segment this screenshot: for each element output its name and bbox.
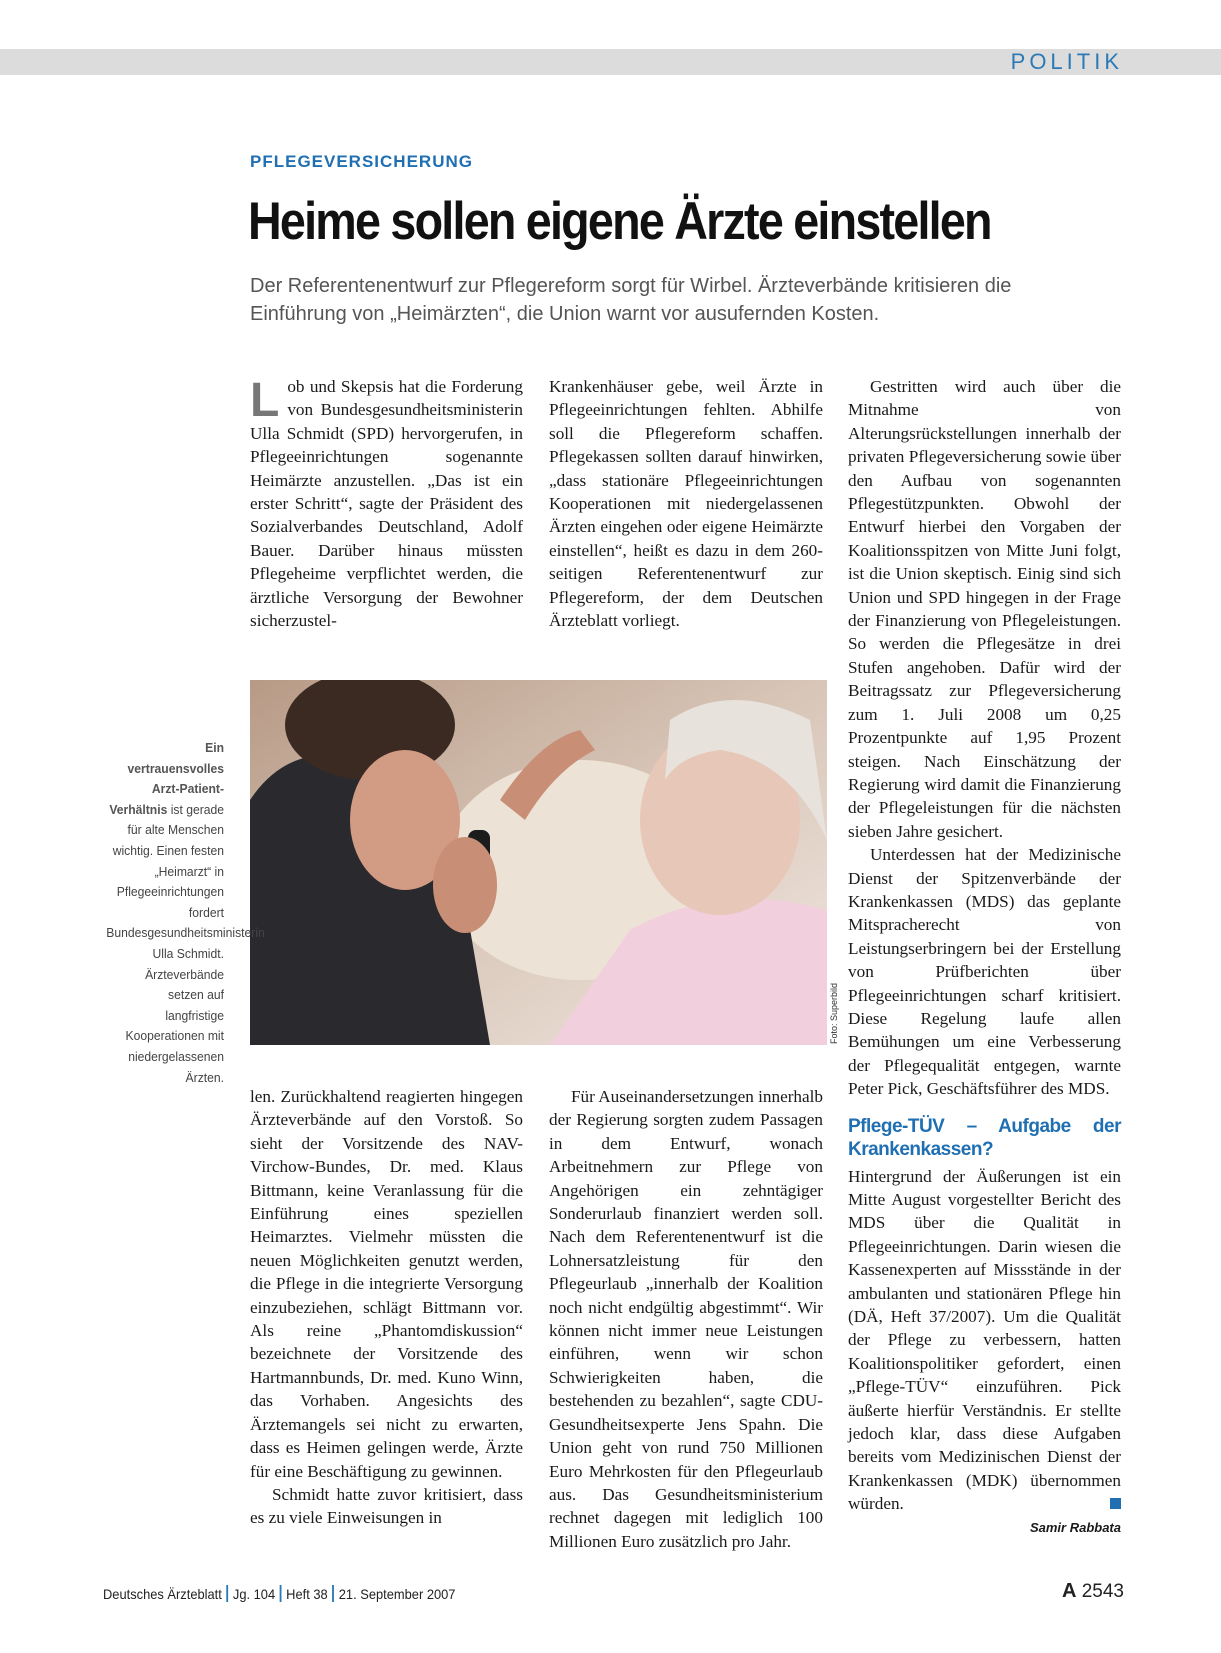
article-author: Samir Rabbata [1029, 1519, 1121, 1535]
column-2-top [549, 375, 823, 632]
column-2-bottom [549, 1085, 823, 1553]
paragraph [848, 1165, 1121, 1516]
paragraph: Gestritten wird auch über die Mitnahme von Alterungsrückstellungen innerhalb der privaten Pflegeversicherung sowie über den Aufbau von sogenannten Pflegestützpunkten. Obwohl der Entwurf hierbei den Vorgaben der Koalitionsspitzen von Mitte Juni folgt, ist die Union skeptisch. Einig sind sich Union und SPD hingegen in der Frage der Finanzierung von Pflegeleistungen. So werden die Pflegesätze in drei Stufen angehoben. Dafür wird der Beitragssatz zur Pflegeversicherung zum 1. Juli 2008 um 0,25 Prozentpunkte auf 1,95 Prozent steigen. Nach Einschätzung der Regierung wird damit die Finanzierung der Pflegeleistungen für die nächsten sieben Jahre gesichert. [848, 377, 1121, 841]
footer-journal: Deutsches Ärzteblatt [103, 1586, 222, 1602]
paragraph-text: ob und Skepsis hat die Forderung von Bundesgesundheitsministerin Ulla Schmidt (SPD) hervorgerufen, in Pflegeeinrichtungen sogenannte Heimärzte anzustellen. „Das ist ein erster Schritt“, sagte der Präsident des Sozialverbandes Deutschland, Adolf Bauer. Darüber hinaus müssten Pflegeheime verpflichtet werden, die ärztliche Versorgung der Bewohner sicherzustel- [250, 377, 523, 631]
paragraph [250, 375, 523, 632]
footer-date: 21. September 2007 [338, 1586, 456, 1602]
drop-cap: L [250, 374, 280, 427]
end-mark-icon [1110, 1498, 1121, 1509]
footer-volume: Jg. 104 [232, 1586, 276, 1602]
footer-separator [280, 1585, 282, 1602]
page-number-value: 2543 [1081, 1581, 1124, 1602]
footer-journal-info [103, 1585, 455, 1602]
column-1-bottom [250, 1085, 523, 1530]
photo-illustration [250, 680, 827, 1045]
page-prefix: A [1061, 1580, 1077, 1602]
article-lede: Der Referentenentwurf zur Pflegereform sorgt für Wirbel. Ärzteverbände kritisieren die Einführung von „Heimärzten“, die Union warnt vor ausufernden Kosten. [250, 275, 1012, 325]
article-kicker: PFLEGEVERSICHERUNG [250, 152, 473, 171]
footer-separator [332, 1585, 334, 1602]
paragraph: Für Auseinandersetzungen innerhalb der Regierung sorgten zudem Passagen in dem Entwurf, wonach Arbeitnehmern zur Pflege von Angehörigen ein zehntägiger Sonderurlaub finanziert werden soll. Nach dem Referentenentwurf ist die Lohnersatzleistung für den Pflegeurlaub „innerhalb der Koalition noch nicht endgültig abgestimmt“. Wir können nicht immer neue Leistungen einführen, wenn wir schon Schwierigkeiten haben, die bestehenden zu bezahlen“, sagte CDU-Gesundheitsexperte Jens Spahn. Die Union geht von rund 750 Millionen Euro Mehrkosten für den Pflegeurlaub aus. Das Gesundheitsministerium rechnet dagegen mit lediglich 100 Millionen Euro zusätzlich pro Jahr. [549, 1087, 824, 1551]
footer-separator [226, 1585, 228, 1602]
article-subhead: Pflege-TÜV – Aufgabe der Krankenkassen? [848, 1115, 1121, 1160]
photo-credit: Foto: Superbild [829, 982, 839, 1044]
article-headline: Heime sollen eigene Ärzte einstellen [248, 192, 991, 251]
photo-caption [106, 738, 265, 1088]
page-number [1062, 1580, 1124, 1603]
article-photo [250, 680, 827, 1045]
caption-bold: Ein vertrauensvolles Arzt-Patient-Verhältnis [109, 740, 224, 817]
section-label: POLITIK [1010, 49, 1123, 74]
paragraph-text: Hintergrund der Äußerungen ist ein Mitte August vorgestellter Bericht des MDS über die Qualität in Pflegeeinrichtungen. Darin wiesen die Kassenexperten auf Missstände in der ambulanten und stationären Pflege hin (DÄ, Heft 37/2007). Um die Qualität der Pflege zu verbessern, hatten Koalitionspolitiker gefordert, einen „Pflege-TÜV“ einzuführen. Pick äußerte hierfür Verständnis. Er stellte jedoch klar, dass diese Aufgaben bereits vom Medizinischen Dienst der Krankenkassen (MDK) übernommen würden. [848, 1166, 1121, 1514]
paragraph: len. Zurückhaltend reagierten hingegen Ärzteverbände auf den Vorstoß. So sieht der Vorsitzende des NAV-Virchow-Bundes, Dr. med. Klaus Bittmann, keine Veranlassung für die Einführung eines speziellen Heimarztes. Vielmehr müssten die neuen Möglichkeiten genutzt werden, die Pflege in die integrierte Versorgung einzubeziehen, schlägt Bittmann vor. Als reine „Phantomdiskussion“ bezeichnete der Vorsitzende des Hartmannbunds, Dr. med. Kuno Winn, das Vorhaben. Angesichts des Ärztemangels sei nicht zu erwarten, dass es Heimen gelingen werde, Ärzte für eine Beschäftigung zu gewinnen. [250, 1087, 523, 1481]
paragraph: Krankenhäuser gebe, weil Ärzte in Pflegeeinrichtungen fehlten. Abhilfe soll die Pflegereform schaffen. Pflegekassen sollten darauf hinwirken, „dass stationäre Pflegeeinrichtungen Kooperationen mit niedergelassenen Ärzten eingehen oder eigene Heimärzte einstellen“, heißt es dazu in dem 260-seitigen Referentenentwurf zur Pflegereform, der dem Deutschen Ärzteblatt vorliegt. [549, 377, 823, 631]
column-1-top [250, 375, 523, 632]
paragraph: Schmidt hatte zuvor kritisiert, dass es zu viele Einweisungen in [250, 1484, 523, 1528]
caption-text: ist gerade für alte Menschen wichtig. Einen festen „Heimarzt“ in Pflegeeinrichtungen fordert Bundesgesundheitsministerin Ulla Schmidt. Ärzteverbände setzen auf langfristige Kooperationen mit niedergelassenen Ärzten. [106, 801, 265, 1085]
column-3 [848, 375, 1121, 1538]
footer-issue: Heft 38 [286, 1586, 328, 1602]
paragraph: Unterdessen hat der Medizinische Dienst der Spitzenverbände der Krankenkassen (MDS) das geplante Mitspracherecht von Leistungserbringern bei der Erstellung von Prüfberichten über Pflegeeinrichtungen scharf kritisiert. Diese Regelung laufe allen Bemühungen um eine Verbesserung der Pflegequalität entgegen, warnte Peter Pick, Geschäftsführer des MDS. [848, 845, 1121, 1099]
